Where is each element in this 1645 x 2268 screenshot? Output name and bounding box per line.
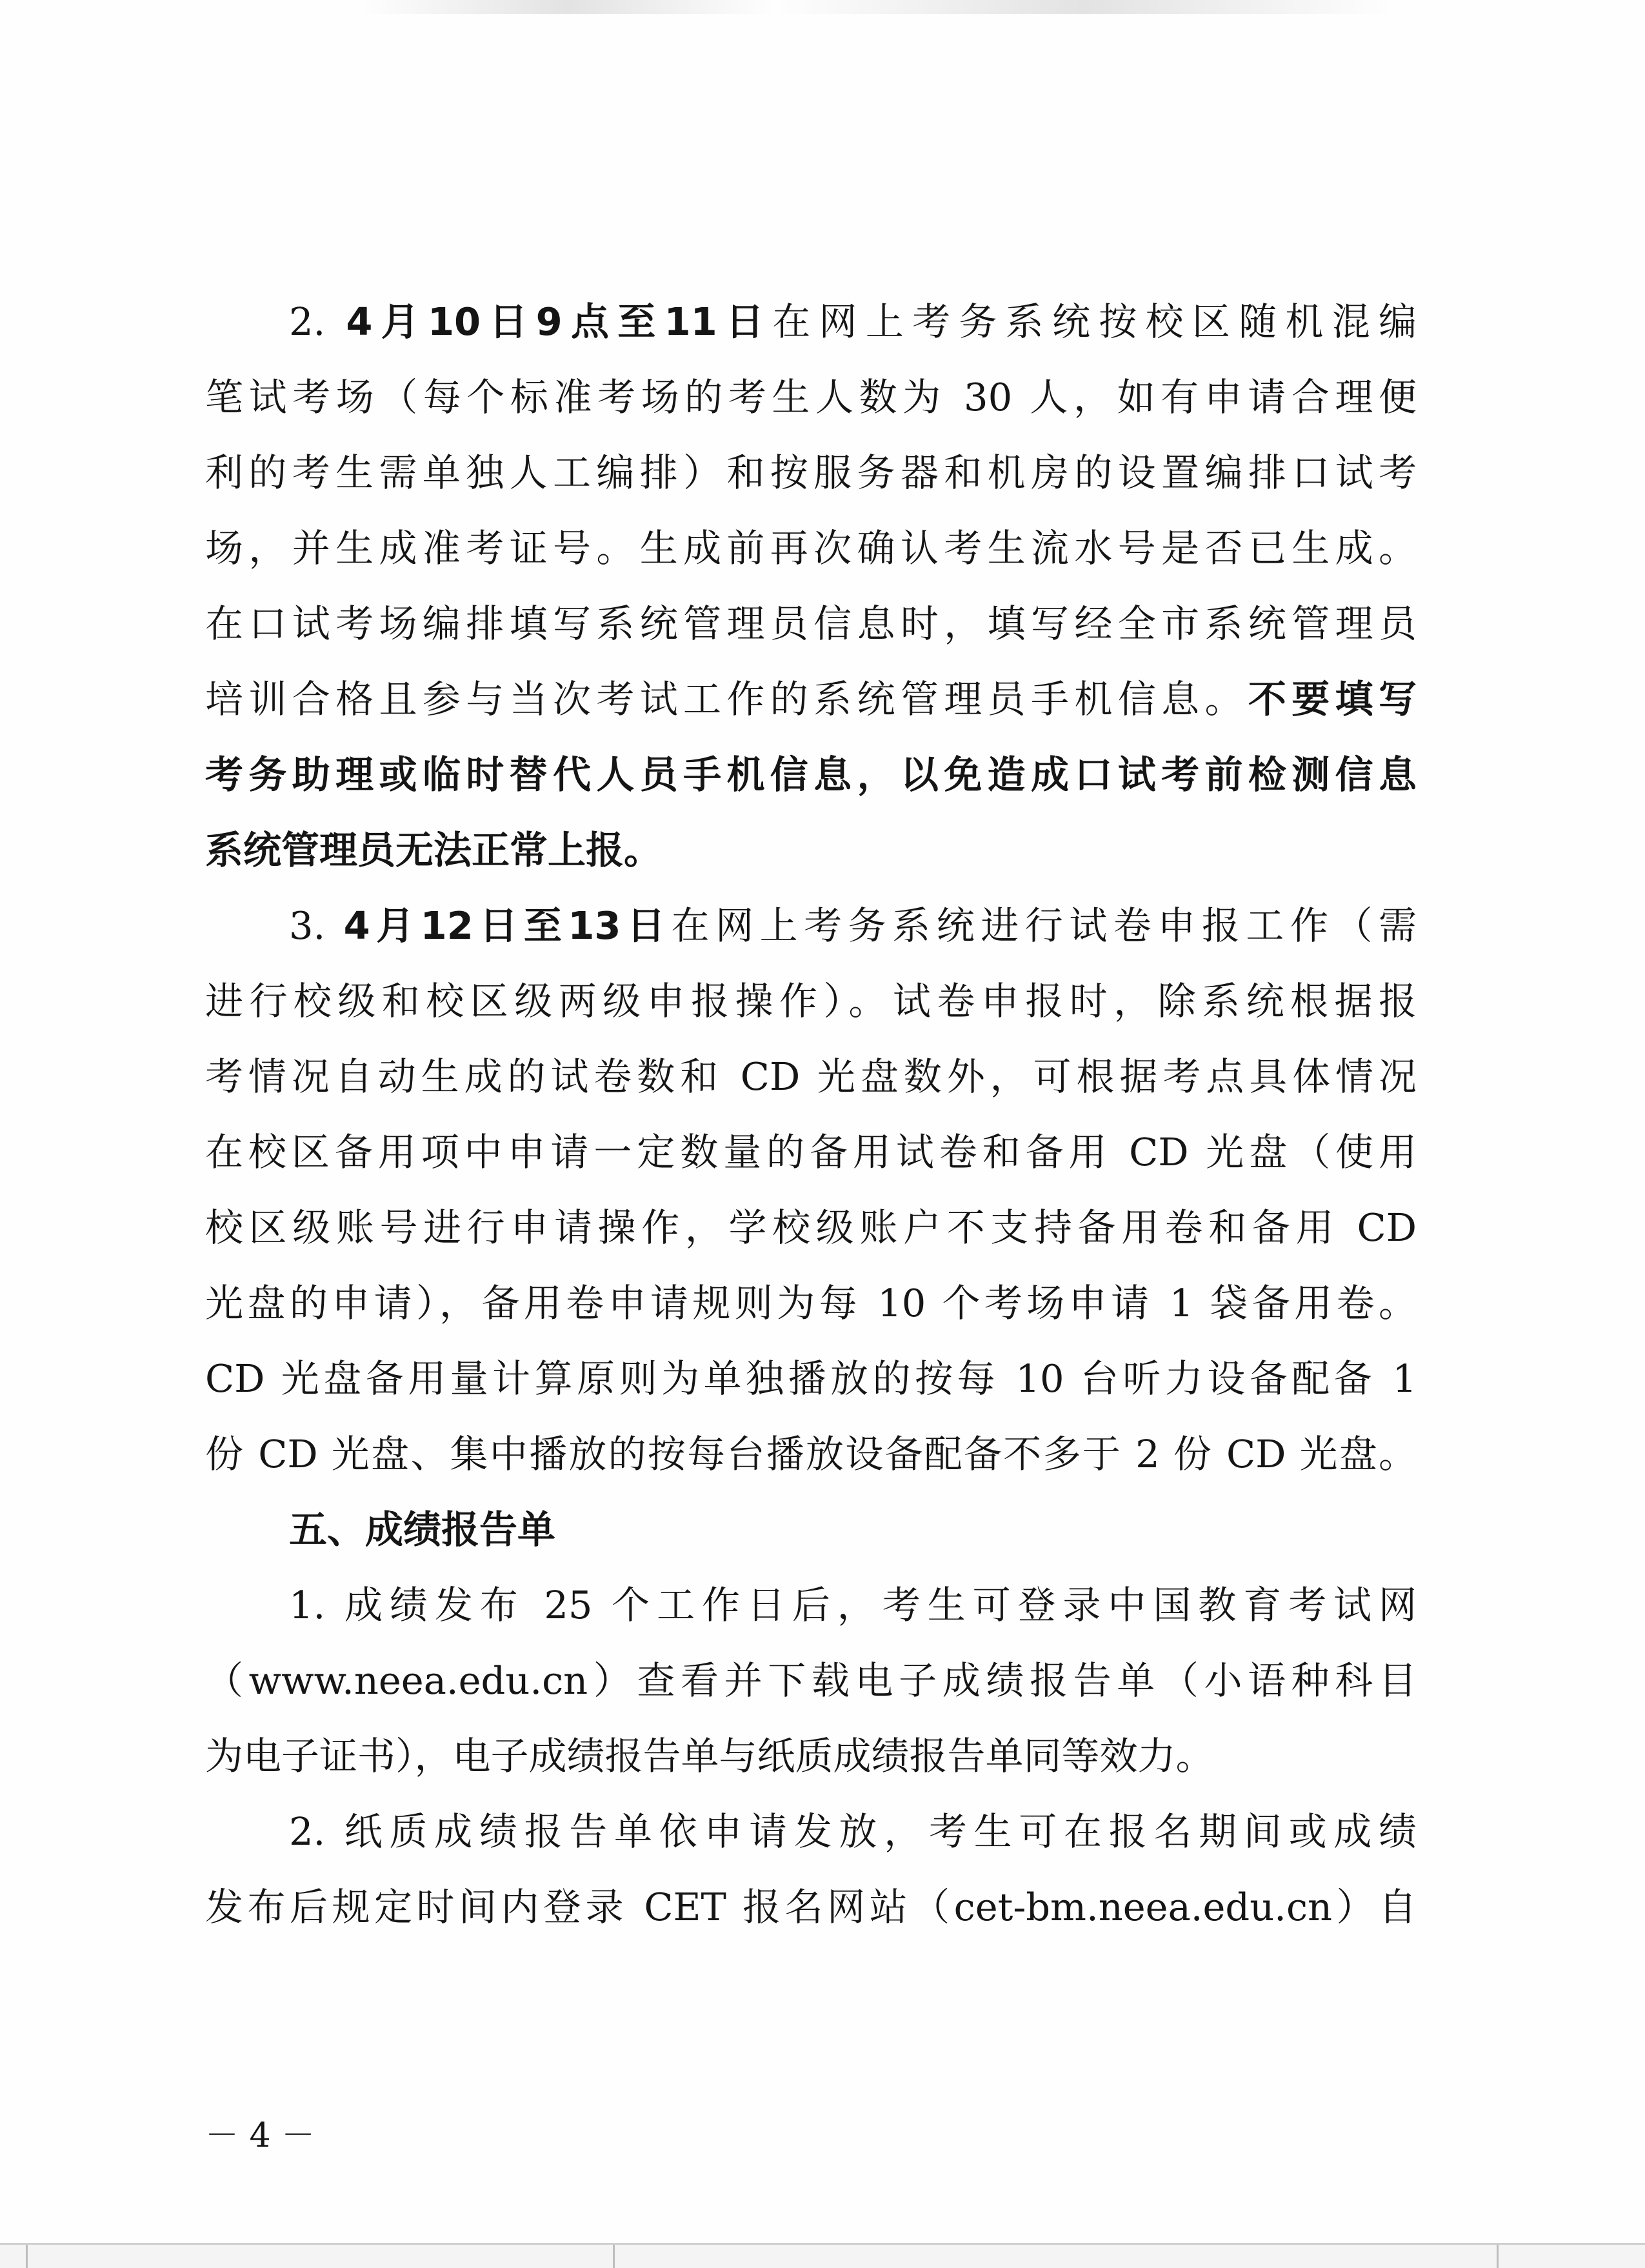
item-3-line-2: 进行校级和校区级两级申报操作）。试卷申报时，除系统根据报 [205, 979, 1417, 1023]
item-2-emphasis: 不要填写 [1248, 677, 1417, 721]
item-3-line-1 [205, 888, 1417, 963]
item-3-date: 4月12日至13日 [343, 903, 672, 948]
item-2-line-2: 笔试考场（每个标准考场的考生人数为 30 人，如有申请合理便 [205, 375, 1417, 419]
item-3-line-5: 校区级账号进行申请操作，学校级账户不支持备用卷和备用 CD [205, 1205, 1417, 1250]
section-5-heading: 五、成绩报告单 [289, 1507, 556, 1552]
item-3-line-7: CD 光盘备用量计算原则为单独播放的按每 10 台听力设备配备 1 [205, 1356, 1417, 1401]
item-3-line-8: 份 CD 光盘、集中播放的按每台播放设备配备不多于 2 份 CD 光盘。 [205, 1432, 1417, 1476]
section-5-item-2-line-2: 发布后规定时间内登录 CET 报名网站（cet-bm.neea.edu.cn）自 [205, 1885, 1417, 1929]
section-5-item-2-line-1: 2. 纸质成绩报告单依申请发放，考生可在报名期间或成绩 [289, 1809, 1417, 1854]
scan-edge-bottom [0, 2243, 1645, 2268]
scan-mark [1497, 2245, 1499, 2268]
item-3-line-4: 在校区备用项中申请一定数量的备用试卷和备用 CD 光盘（使用 [205, 1130, 1417, 1174]
item-3-line-3: 考情况自动生成的试卷数和 CD 光盘数外，可根据考点具体情况 [205, 1054, 1417, 1099]
item-2-date: 4月10日9点至11日 [346, 299, 773, 344]
page-number: － 4 － [205, 2116, 315, 2155]
item-3-number: 3. [289, 903, 344, 948]
document-body [205, 284, 1417, 1945]
item-2-line-4: 场，并生成准考证号。生成前再次确认考生流水号是否已生成。 [205, 526, 1417, 570]
item-2-line-3: 利的考生需单独人工编排）和按服务器和机房的设置编排口试考 [205, 450, 1417, 495]
item-2-line-7: 考务助理或临时替代人员手机信息，以免造成口试考前检测信息 [205, 752, 1417, 797]
item-2-line-8: 系统管理员无法正常上报。 [205, 828, 663, 872]
scan-edge-top [361, 0, 1393, 14]
item-2-line-1 [205, 284, 1417, 359]
item-2-line-6 [205, 661, 1417, 737]
item-3-text: 在网上考务系统进行试卷申报工作（需 [671, 903, 1417, 948]
section-5-item-1-line-2: （www.neea.edu.cn）查看并下载电子成绩报告单（小语种科目 [205, 1658, 1417, 1703]
scan-mark [26, 2245, 28, 2268]
item-2-line-5: 在口试考场编排填写系统管理员信息时，填写经全市系统管理员 [205, 601, 1417, 646]
section-5-item-1-line-1: 1. 成绩发布 25 个工作日后，考生可登录中国教育考试网 [289, 1583, 1417, 1627]
section-5-item-1-line-3: 为电子证书），电子成绩报告单与纸质成绩报告单同等效力。 [205, 1734, 1214, 1778]
item-2-number: 2. [289, 299, 346, 344]
scan-mark [613, 2245, 615, 2268]
item-3-line-6: 光盘的申请），备用卷申请规则为每 10 个考场申请 1 袋备用卷。 [205, 1281, 1417, 1325]
item-2-text: 在网上考务系统按校区随机混编 [772, 299, 1417, 344]
item-2-text: 培训合格且参与当次考试工作的系统管理员手机信息。 [205, 677, 1248, 721]
